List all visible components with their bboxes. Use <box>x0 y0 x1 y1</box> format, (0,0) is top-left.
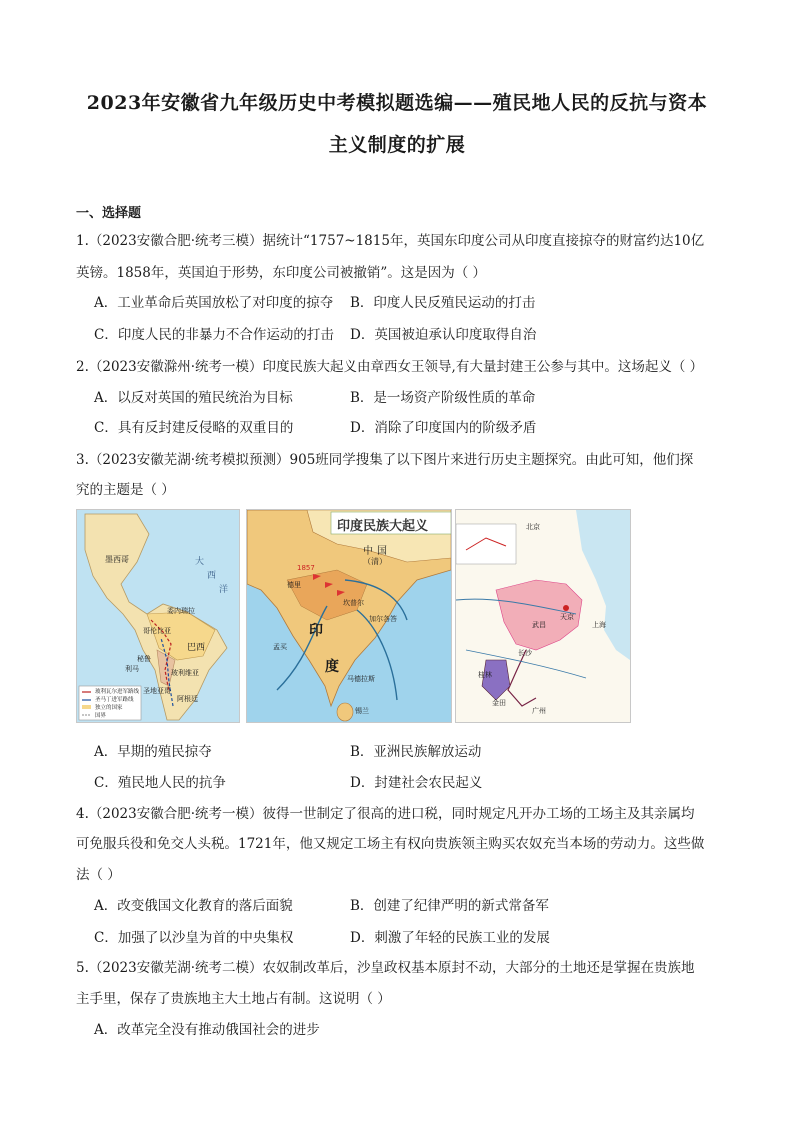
map1-label: 委内瑞拉 <box>167 607 195 615</box>
map2-label: 国 <box>377 546 387 557</box>
map2-label: 德里 <box>287 581 301 589</box>
map2-label: 坎普尔 <box>343 599 364 607</box>
map1-label: 秘鲁 <box>137 655 151 663</box>
map1-label: 西 <box>207 571 217 581</box>
map2-label: 印 <box>309 623 323 639</box>
map1-legend-item: 玻利瓦尔进军路线 <box>95 689 140 695</box>
page-title-line-1: 2023年安徽省九年级历史中考模拟题选编——殖民地人民的反抗与资本 <box>86 92 708 114</box>
q3-option-b: B．亚洲民族解放运动 <box>350 744 482 760</box>
map3-label: 桂林 <box>478 671 492 679</box>
map3-label: 广州 <box>532 707 546 715</box>
map2-label: 加尔各答 <box>369 615 397 623</box>
q4-stem-line-3: 法（ ） <box>76 867 121 883</box>
q2-option-d: D．消除了印度国内的阶级矛盾 <box>350 420 537 436</box>
q3-stem-line-1: 3.（2023安徽芜湖·统考模拟预测）905班同学搜集了以下图片来进行历史主题探究。由此可知，他们探 <box>76 452 694 468</box>
map2-label: 孟买 <box>273 643 287 651</box>
q5-stem-line-2: 主手里，保存了贵族地主大土地占有制。这说明（ ） <box>76 991 391 1007</box>
map2-label: 度 <box>325 659 339 675</box>
q2-stem-line-1: 2.（2023安徽滁州·统考一模）印度民族大起义由章西女王领导,有大量封建王公参与其中。这场起义（ ） <box>76 359 704 375</box>
map3-label: 北京 <box>526 523 540 531</box>
map3-label: 上海 <box>592 621 606 629</box>
q5-option-a: A．改革完全没有推动俄国社会的进步 <box>94 1022 320 1038</box>
map2-label: 锡兰 <box>355 707 369 715</box>
latin-america-map <box>76 509 240 723</box>
q3-option-c: C．殖民地人民的抗争 <box>94 775 226 791</box>
map2-label: 中 <box>363 546 373 557</box>
q1-option-a: A．工业革命后英国放松了对印度的掠夺 <box>94 295 334 311</box>
china-taiping-map <box>455 509 631 723</box>
map2-label: 马德拉斯 <box>347 675 375 683</box>
q5-stem-line-1: 5.（2023安徽芜湖·统考二模）农奴制改革后，沙皇政权基本原封不动，大部分的土地还是掌握在贵族地 <box>76 960 695 976</box>
q4-stem-line-1: 4.（2023安徽合肥·统考一模）彼得一世制定了很高的进口税，同时规定凡开办工场的工场主及其亲属均 <box>76 806 695 822</box>
q4-option-a: A．改变俄国文化教育的落后面貌 <box>94 898 293 914</box>
map1-label: 利马 <box>125 665 139 673</box>
q2-option-a: A．以反对英国的殖民统治为目标 <box>94 390 293 406</box>
q1-option-d: D．英国被迫承认印度取得自治 <box>350 327 537 343</box>
q3-option-a: A．早期的殖民掠夺 <box>94 744 212 760</box>
map3-label: 长沙 <box>518 649 532 657</box>
map2-label: 1857 <box>297 564 315 572</box>
q1-stem-line-1: 1.（2023安徽合肥·统考三模）据统计“1757~1815年，英国东印度公司从印度直接掠夺的财富约达10亿 <box>76 233 705 249</box>
q2-option-c: C．具有反封建反侵略的双重目的 <box>94 420 294 436</box>
map1-label: 墨西哥 <box>105 555 129 564</box>
india-uprising-map <box>246 509 452 723</box>
q4-stem-line-2: 可免服兵役和免交人头税。1721年，他又规定工场主有权向贵族领主购买农奴充当本场的劳动力。这些做 <box>76 836 705 852</box>
map2-banner: 印度民族大起义 <box>337 519 429 534</box>
map3-label: 天京 <box>560 613 574 621</box>
map1-legend-item: 独立的国家 <box>95 705 123 711</box>
map1-label: 哥伦比亚 <box>143 627 171 635</box>
q4-option-c: C．加强了以沙皇为首的中央集权 <box>94 930 294 946</box>
map1-label: 阿根廷 <box>177 695 198 703</box>
map1-legend-item: 国界 <box>95 713 107 719</box>
q4-option-b: B．创建了纪律严明的新式常备军 <box>350 898 549 914</box>
q3-option-d: D．封建社会农民起义 <box>350 775 483 791</box>
q2-option-b: B．是一场资产阶级性质的革命 <box>350 390 536 406</box>
map1-label: 巴西 <box>187 643 206 653</box>
q1-option-b: B．印度人民反殖民运动的打击 <box>350 295 536 311</box>
page-title-line-2: 主义制度的扩展 <box>328 134 466 156</box>
map1-label: 洋 <box>219 585 229 595</box>
map1-legend-item: 圣马丁进军路线 <box>95 697 134 703</box>
q3-stem-line-2: 究的主题是（ ） <box>76 482 175 498</box>
map2-label: （清） <box>363 557 387 566</box>
map1-label: 大 <box>195 557 205 567</box>
map3-label: 武昌 <box>532 621 546 629</box>
q4-option-d: D．刺激了年轻的民族工业的发展 <box>350 930 550 946</box>
map3-label: 金田 <box>492 699 506 707</box>
map1-label: 玻利维亚 <box>171 669 199 677</box>
q1-stem-line-2: 英镑。1858年，英国迫于形势，东印度公司被撤销”。这是因为（ ） <box>76 265 487 281</box>
map1-label: 圣地亚哥 <box>143 687 171 695</box>
q1-option-c: C．印度人民的非暴力不合作运动的打击 <box>94 327 334 343</box>
section-heading: 一、选择题 <box>76 206 142 221</box>
